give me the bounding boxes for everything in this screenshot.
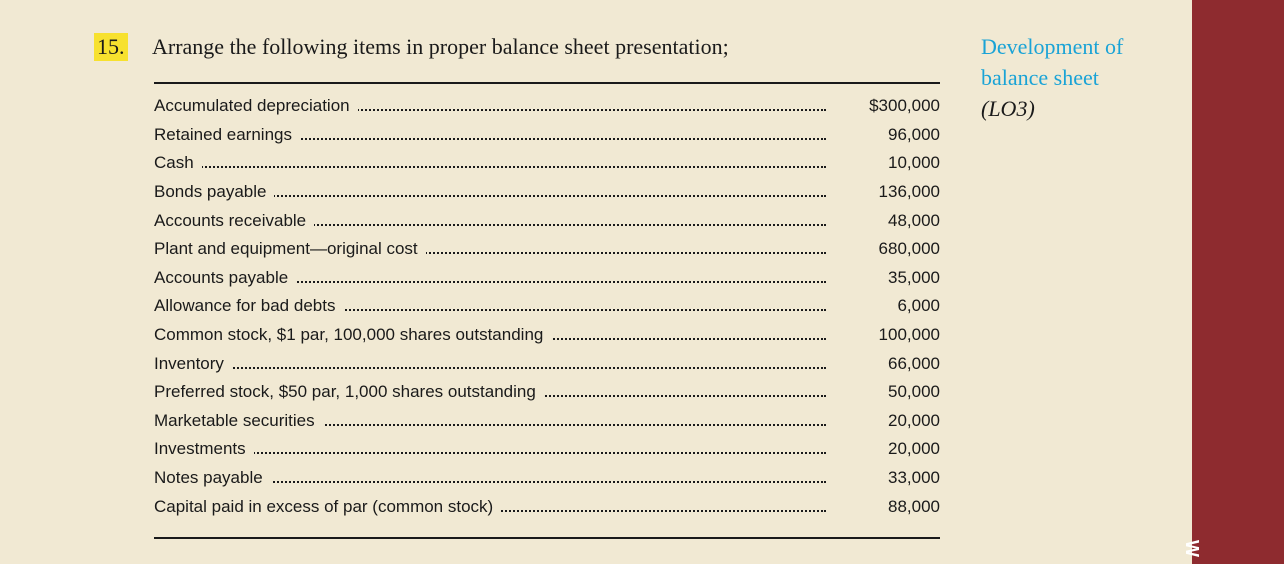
note-line-2: balance sheet <box>981 65 1099 90</box>
page-side-bar <box>1182 0 1284 564</box>
item-row <box>154 378 940 407</box>
item-label: Cash <box>154 153 202 173</box>
item-label: Plant and equipment—original cost <box>154 239 426 259</box>
item-label: Bonds payable <box>154 182 274 202</box>
item-amount: 33,000 <box>888 468 940 488</box>
note-line-1: Development of <box>981 34 1124 59</box>
item-amount: 48,000 <box>888 210 940 230</box>
item-amount: 96,000 <box>888 124 940 144</box>
item-row <box>154 407 940 436</box>
item-label: Marketable securities <box>154 411 323 431</box>
item-label: Accounts payable <box>154 268 296 288</box>
item-row <box>154 464 940 493</box>
item-amount: 20,000 <box>888 410 940 430</box>
item-label: Inventory <box>154 354 232 374</box>
problem-prompt: Arrange the following items in proper balance sheet presentation; <box>152 34 729 59</box>
item-row <box>154 492 940 521</box>
top-rule <box>154 82 940 84</box>
item-amount: 20,000 <box>888 439 940 459</box>
item-row <box>154 349 940 378</box>
bottom-rule <box>154 537 940 539</box>
item-row <box>154 121 940 150</box>
learning-objective-note <box>981 31 1123 124</box>
item-amount: 680,000 <box>878 239 940 259</box>
item-amount: 100,000 <box>878 325 940 345</box>
item-label: Common stock, $1 par, 100,000 shares outstanding <box>154 325 551 345</box>
item-amount: 10,000 <box>888 153 940 173</box>
item-label: Allowance for bad debts <box>154 296 343 316</box>
item-row <box>154 206 940 235</box>
item-label: Accumulated depreciation <box>154 96 358 116</box>
item-row <box>154 235 940 264</box>
item-label: Capital paid in excess of par (common stock) <box>154 497 501 517</box>
item-row <box>154 321 940 350</box>
item-amount: 136,000 <box>878 182 940 202</box>
item-label: Accounts receivable <box>154 211 314 231</box>
item-label: Preferred stock, $50 par, 1,000 shares outstanding <box>154 382 544 402</box>
item-label: Notes payable <box>154 468 271 488</box>
dot-leader <box>154 452 826 454</box>
item-amount: 88,000 <box>888 496 940 516</box>
item-row <box>154 264 940 293</box>
balance-sheet-items <box>154 92 940 521</box>
item-amount: 66,000 <box>888 353 940 373</box>
item-row <box>154 149 940 178</box>
item-label: Retained earnings <box>154 125 300 145</box>
note-objective: (LO3) <box>981 96 1035 121</box>
item-row <box>154 435 940 464</box>
side-bar-text: W <box>1182 540 1202 557</box>
item-label: Investments <box>154 439 254 459</box>
item-row <box>154 178 940 207</box>
item-amount: 35,000 <box>888 267 940 287</box>
item-row <box>154 292 940 321</box>
item-amount: 50,000 <box>888 382 940 402</box>
dot-leader <box>154 166 826 168</box>
dot-leader <box>154 367 826 369</box>
item-row <box>154 92 940 121</box>
item-amount: 6,000 <box>897 296 940 316</box>
item-amount: $300,000 <box>869 96 940 116</box>
problem-number: 15. <box>94 33 128 61</box>
